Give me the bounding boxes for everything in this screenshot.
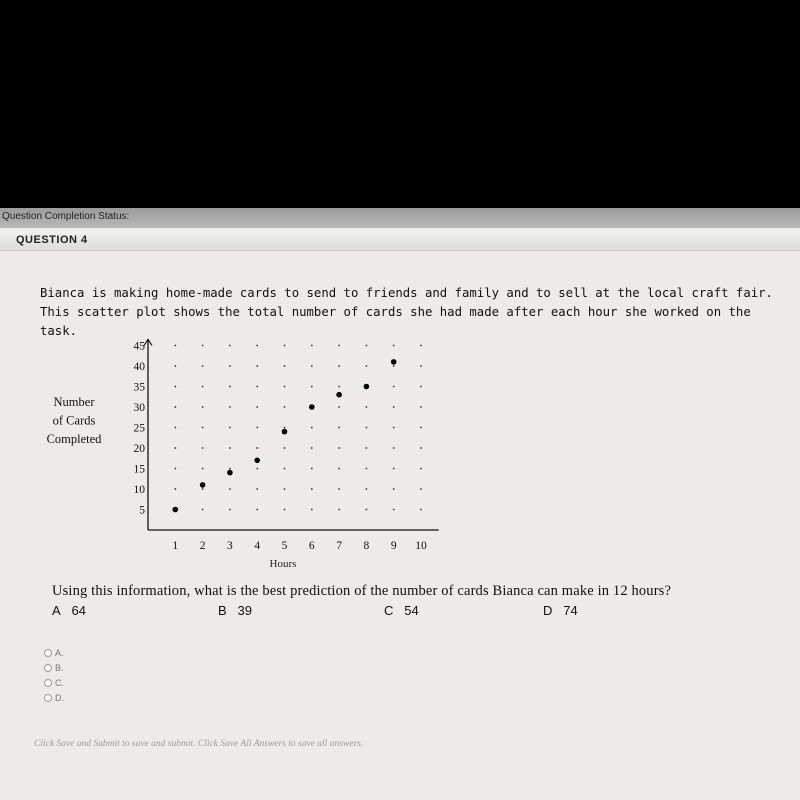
y-axis-label-line: Completed [46, 432, 102, 446]
grid-dot [366, 345, 368, 347]
y-tick-label: 25 [133, 422, 145, 435]
grid-dot [256, 468, 258, 470]
grid-dot [229, 386, 231, 388]
grid-dot [284, 447, 286, 449]
grid-dot [202, 386, 204, 388]
scatter-plot [0, 318, 800, 578]
x-tick-label: 1 [172, 540, 179, 552]
grid-dot [256, 386, 258, 388]
y-tick-labels [134, 341, 146, 517]
question-number: QUESTION 4 [16, 234, 88, 246]
grid-dot [338, 386, 340, 388]
x-tick-label: 6 [308, 540, 315, 552]
grid-dot [393, 468, 395, 470]
y-tick-label: 15 [133, 463, 145, 476]
grid-dot [229, 427, 231, 429]
grid-dot [284, 365, 286, 367]
grid-dot [366, 447, 368, 449]
choice-d: D 74 [543, 603, 578, 618]
x-tick-label: 4 [254, 540, 261, 552]
y-tick-label: 40 [133, 361, 145, 373]
grid-dot [256, 509, 258, 511]
data-point [391, 359, 397, 365]
grid-dot [284, 488, 286, 490]
y-axis-label-line: of Cards [52, 413, 96, 428]
grid-dot [174, 488, 176, 490]
question-prompt: Using this information, what is the best prediction of the number of cards Bianca can make in 12 hours? [52, 583, 672, 599]
y-tick-label: 45 [133, 340, 145, 353]
save-instructions: Click Save and Submit to save and submit. Click Save All Answers to save all answers. [34, 739, 364, 749]
grid-dot [174, 365, 176, 367]
grid-dot [202, 365, 204, 367]
grid-dot [393, 345, 395, 347]
grid-dot [284, 468, 286, 470]
grid-dot [229, 406, 231, 408]
grid-dot [338, 488, 340, 490]
grid-dot [366, 468, 368, 470]
grid-dot [284, 406, 286, 408]
grid-dot [229, 447, 231, 449]
x-tick-label: 7 [336, 540, 342, 552]
radio-button-icon[interactable] [44, 679, 52, 687]
grid-dot [229, 509, 231, 511]
grid-dot [202, 509, 204, 511]
y-axis-label-line: Number [53, 395, 95, 409]
grid-dot [256, 406, 258, 408]
x-tick-label: 3 [227, 540, 233, 552]
data-point [200, 482, 206, 488]
y-tick-label: 5 [139, 504, 145, 517]
grid-dot [202, 488, 204, 490]
x-tick-labels [172, 540, 427, 552]
grid-dot [202, 406, 204, 408]
grid-dot [420, 427, 422, 429]
x-tick-label: 8 [363, 540, 370, 552]
data-point [309, 404, 315, 410]
grid-dot [338, 345, 340, 347]
grid-dot [311, 468, 313, 470]
grid-dot [174, 427, 176, 429]
grid-dot [311, 386, 313, 388]
grid-dot [338, 468, 340, 470]
y-tick-label: 30 [133, 402, 145, 414]
grid-dot [256, 488, 258, 490]
question-header [0, 230, 800, 251]
grid-dot [420, 345, 422, 347]
grid-dot [338, 509, 340, 511]
grid-dot [256, 365, 258, 367]
grid-dot [202, 427, 204, 429]
x-tick-label: 2 [199, 540, 206, 552]
grid-dot [366, 406, 368, 408]
y-tick-label: 20 [133, 443, 145, 455]
grid-dot [229, 488, 231, 490]
grid-dot [202, 447, 204, 449]
y-tick-label: 35 [133, 381, 145, 394]
choice-c: C 54 [384, 603, 419, 618]
axes [144, 339, 439, 530]
grid-dot [229, 345, 231, 347]
data-point [254, 458, 260, 464]
grid-dots [174, 345, 421, 511]
y-tick-label: 10 [133, 484, 145, 496]
grid-dot [174, 345, 176, 347]
data-point [282, 429, 288, 435]
question-text: Bianca is making home-made cards to send to friends and family and to sell at the local craft fair. This scatter plot shows the total number of cards she had made after each hour she worked on the task. [40, 286, 773, 338]
grid-dot [420, 488, 422, 490]
grid-dot [393, 427, 395, 429]
question-completion-status: Question Completion Status: [2, 211, 130, 222]
data-point [173, 507, 179, 513]
grid-dot [311, 365, 313, 367]
grid-dot [393, 386, 395, 388]
grid-dot [420, 365, 422, 367]
question-screen [0, 208, 800, 800]
grid-dot [366, 365, 368, 367]
grid-dot [256, 345, 258, 347]
grid-dot [311, 509, 313, 511]
grid-dot [393, 488, 395, 490]
grid-dot [338, 427, 340, 429]
grid-dot [256, 447, 258, 449]
grid-dot [311, 447, 313, 449]
status-bar [0, 208, 800, 228]
radio-button-icon[interactable] [44, 649, 52, 657]
radio-button-icon[interactable] [44, 694, 52, 702]
grid-dot [366, 509, 368, 511]
grid-dot [284, 509, 286, 511]
grid-dot [284, 345, 286, 347]
x-tick-label: 10 [415, 540, 427, 552]
grid-dot [174, 468, 176, 470]
grid-dot [202, 345, 204, 347]
grid-dot [174, 447, 176, 449]
x-axis-label: Hours [269, 558, 297, 570]
grid-dot [229, 365, 231, 367]
grid-dot [393, 447, 395, 449]
grid-dot [338, 365, 340, 367]
grid-dot [366, 488, 368, 490]
grid-dot [284, 427, 286, 429]
answer-option-b[interactable]: B. [44, 661, 64, 674]
grid-dot [393, 365, 395, 367]
x-tick-label: 5 [281, 540, 288, 552]
grid-dot [420, 447, 422, 449]
grid-dot [202, 468, 204, 470]
grid-dot [338, 406, 340, 408]
grid-dot [174, 406, 176, 408]
grid-dot [420, 386, 422, 388]
grid-dot [256, 427, 258, 429]
data-point [227, 470, 233, 476]
grid-dot [366, 427, 368, 429]
y-axis-label [47, 395, 103, 446]
choice-b: B 39 [218, 603, 252, 618]
data-point [364, 384, 370, 390]
grid-dot [311, 345, 313, 347]
grid-dot [393, 406, 395, 408]
answer-option-d[interactable]: D. [44, 691, 64, 704]
grid-dot [420, 468, 422, 470]
grid-dot [311, 427, 313, 429]
grid-dot [420, 406, 422, 408]
x-tick-label: 9 [390, 540, 397, 552]
grid-dot [420, 509, 422, 511]
grid-dot [338, 447, 340, 449]
choice-a: A 64 [52, 603, 86, 618]
data-point [336, 392, 342, 398]
answer-option-a[interactable]: A. [44, 646, 64, 659]
grid-dot [229, 468, 231, 470]
answer-option-c[interactable]: C. [44, 676, 64, 689]
grid-dot [284, 386, 286, 388]
radio-button-icon[interactable] [44, 664, 52, 672]
grid-dot [174, 386, 176, 388]
grid-dot [311, 488, 313, 490]
grid-dot [393, 509, 395, 511]
